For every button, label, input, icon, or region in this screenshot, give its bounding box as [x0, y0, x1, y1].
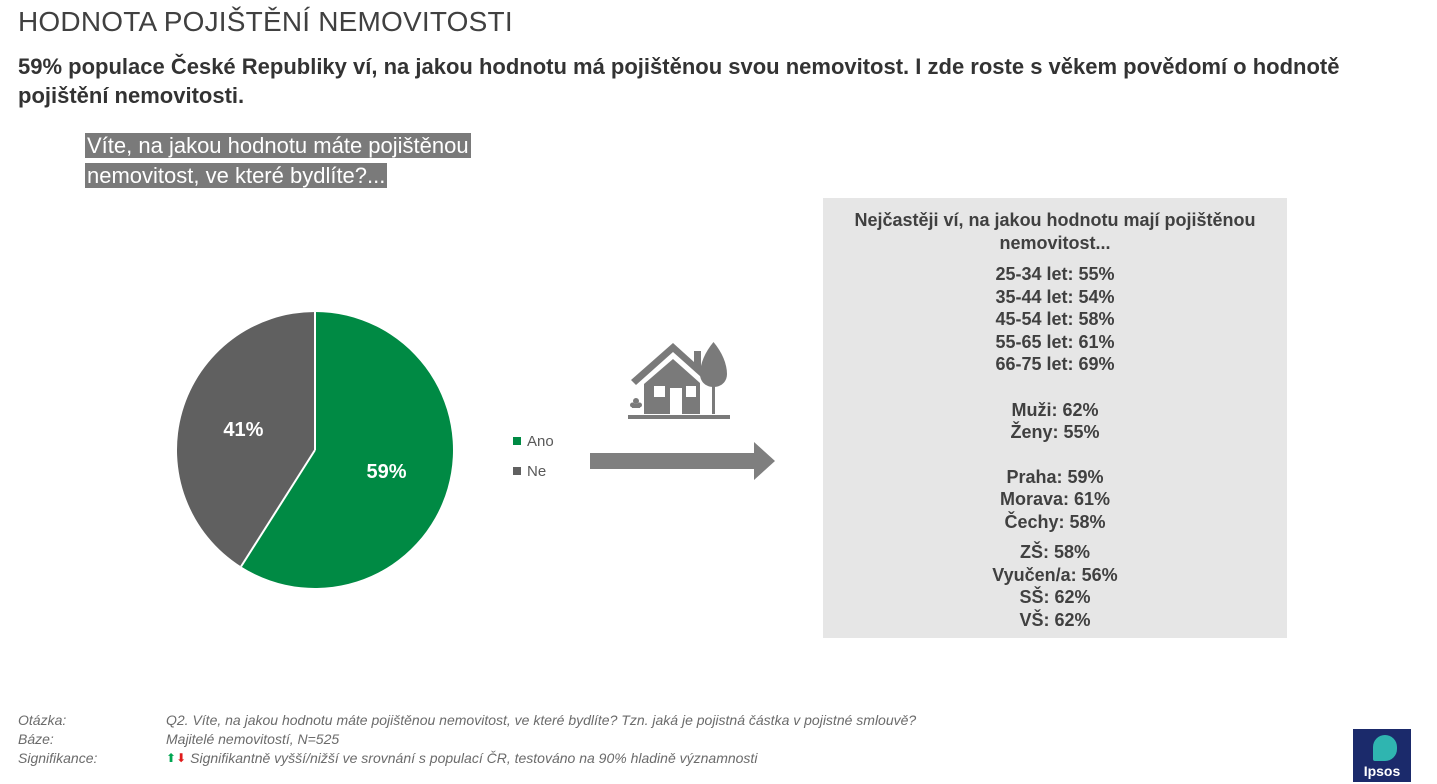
- legend-swatch: [513, 437, 521, 445]
- ipsos-logo: [1353, 729, 1411, 782]
- education-result: VŠ: 62%: [1019, 609, 1091, 630]
- education-result: ZŠ: 58%: [1019, 542, 1091, 562]
- gender-group-list: [823, 399, 1287, 444]
- arrow-right-icon: [590, 442, 778, 480]
- region-result: Morava: 61%: [999, 489, 1111, 509]
- age-result: 45-54 let: 58%: [995, 309, 1115, 329]
- footer-notes: [18, 711, 916, 768]
- pie-data-label-ne: 41%: [223, 419, 264, 442]
- education-group-list: [823, 541, 1287, 631]
- footer-significance-row: [18, 749, 916, 768]
- legend-item-ano: [513, 426, 554, 456]
- question-line-1: Víte, na jakou hodnotu máte pojištěnou: [87, 133, 469, 158]
- logo-text: Ipsos: [1363, 763, 1401, 779]
- legend-label: Ne: [527, 462, 547, 480]
- subgroup-results-box: [823, 198, 1287, 638]
- footer-question-row: [18, 711, 916, 730]
- gender-result: Muži: 62%: [1011, 399, 1099, 420]
- page-subtitle: 59% populace České Republiky ví, na jakou hodnotu má pojištěnou svou nemovitost. I zde roste s věkem povědomí o hodnotě pojištění nemovitosti.: [18, 54, 1340, 108]
- chart-legend: [513, 426, 554, 486]
- footer-base-text: Majitelé nemovitostí, N=525: [166, 731, 340, 747]
- pie-data-label-ano: 59%: [366, 460, 407, 483]
- education-result: Vyučen/a: 56%: [992, 564, 1118, 585]
- footer-base-label: Báze:: [18, 731, 54, 747]
- footer-significance-label: Signifikance:: [18, 750, 98, 766]
- question-line-2: nemovitost, ve které bydlíte?...: [87, 163, 386, 188]
- region-group-list: [823, 466, 1287, 534]
- age-result: 55-65 let: 61%: [995, 331, 1115, 352]
- age-result: 66-75 let: 69%: [995, 354, 1115, 374]
- question-label: [85, 131, 471, 191]
- significance-arrows-icon: ⬆⬇: [166, 751, 187, 765]
- page-title: HODNOTA POJIŠTĚNÍ NEMOVITOSTI: [18, 6, 513, 37]
- house-icon: [628, 338, 730, 420]
- age-result: 25-34 let: 55%: [995, 264, 1115, 284]
- pie-chart: [170, 305, 460, 595]
- legend-label: Ano: [527, 432, 554, 450]
- legend-swatch: [513, 467, 521, 475]
- footer-question-label: Otázka:: [18, 712, 67, 728]
- age-group-list: [823, 263, 1287, 376]
- logo-mark-icon: [1373, 735, 1397, 761]
- legend-item-ne: [513, 456, 554, 486]
- gender-result: Ženy: 55%: [1010, 422, 1100, 442]
- education-result: SŠ: 62%: [1019, 587, 1091, 607]
- region-result: Čechy: 58%: [1004, 511, 1106, 532]
- footer-question-text: Q2. Víte, na jakou hodnotu máte pojištěnou nemovitost, ve které bydlíte? Tzn. jaká je pojistná částka v pojistné smlouvě?: [166, 712, 917, 728]
- subgroup-results-title: Nejčastěji ví, na jakou hodnotu mají pojištěnou nemovitost...: [854, 210, 1256, 253]
- footer-significance-text: Signifikantně vyšší/nižší ve srovnání s populací ČR, testováno na 90% hladině významnosti: [190, 750, 758, 766]
- region-result: Praha: 59%: [1006, 466, 1104, 487]
- age-result: 35-44 let: 54%: [995, 286, 1115, 307]
- footer-base-row: [18, 730, 916, 749]
